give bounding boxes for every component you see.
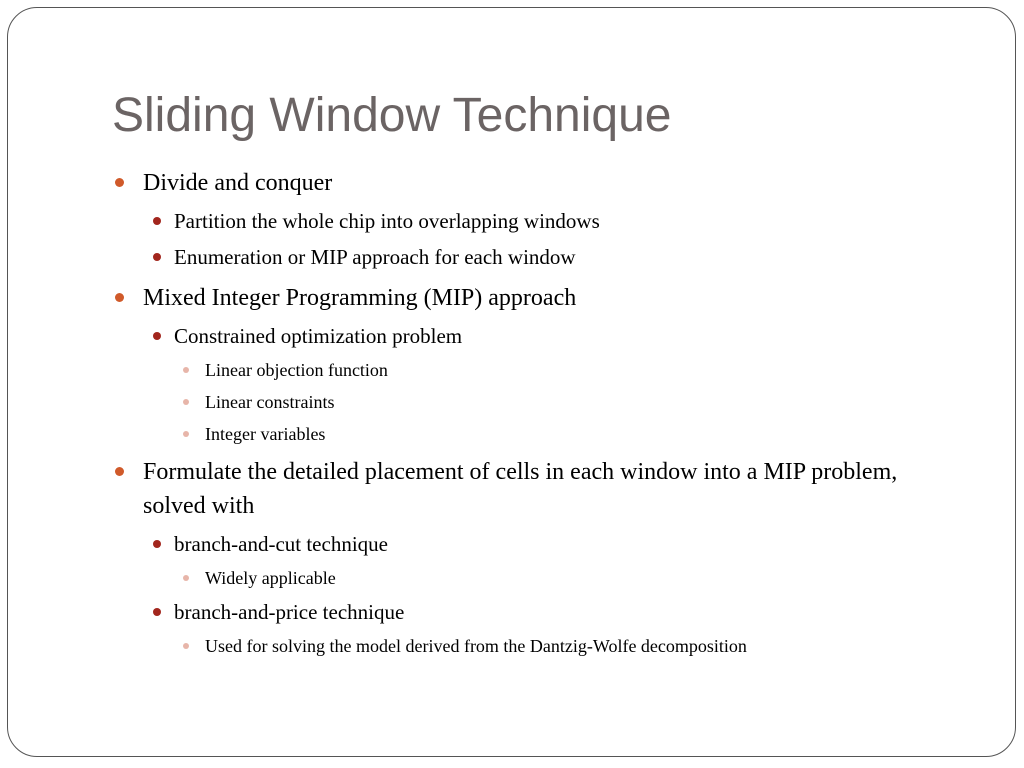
bullet-dot-icon — [153, 608, 161, 616]
bullet-dot-icon — [183, 367, 189, 373]
bullet-dot-icon — [183, 643, 189, 649]
bullet-text: Constrained optimization problem — [174, 324, 463, 348]
bullet-item — [174, 242, 576, 272]
bullet-dot-icon — [153, 253, 161, 261]
bullet-text: Linear objection function — [205, 360, 388, 380]
bullet-dot-icon — [115, 293, 124, 302]
bullet-text: Linear constraints — [205, 392, 335, 412]
bullet-text: Integer variables — [205, 424, 326, 444]
bullet-dot-icon — [183, 431, 189, 437]
bullet-dot-icon — [115, 178, 124, 187]
bullet-item — [205, 389, 334, 415]
bullet-text: branch-and-cut technique — [174, 532, 388, 556]
bullet-item — [205, 565, 336, 591]
bullet-dot-icon — [183, 399, 189, 405]
bullet-item — [174, 597, 404, 627]
bullet-dot-icon — [153, 217, 161, 225]
bullet-text: Divide and conquer — [143, 170, 333, 196]
bullet-text: Widely applicable — [205, 568, 336, 588]
bullet-item — [174, 206, 600, 236]
bullet-text: Partition the whole chip into overlapping windows — [174, 209, 600, 233]
bullet-text: Formulate the detailed placement of cells in each window into a MIP problem, solved with — [143, 459, 898, 519]
bullet-item — [143, 281, 576, 315]
bullet-dot-icon — [183, 575, 189, 581]
bullet-dot-icon — [153, 332, 161, 340]
bullet-text: Mixed Integer Programming (MIP) approach — [143, 285, 577, 311]
bullet-item — [143, 166, 332, 200]
bullet-item — [205, 633, 747, 659]
bullet-text: Used for solving the model derived from the Dantzig-Wolfe decomposition — [205, 636, 747, 656]
bullet-item — [205, 421, 325, 447]
bullet-item — [174, 529, 388, 559]
bullet-dot-icon — [153, 540, 161, 548]
bullet-text: Enumeration or MIP approach for each window — [174, 245, 576, 269]
bullet-item — [143, 455, 943, 523]
bullet-item — [205, 357, 388, 383]
bullet-dot-icon — [115, 467, 124, 476]
bullet-item — [174, 321, 462, 351]
bullet-text: branch-and-price technique — [174, 600, 405, 624]
slide-title: Sliding Window Technique — [112, 89, 672, 142]
